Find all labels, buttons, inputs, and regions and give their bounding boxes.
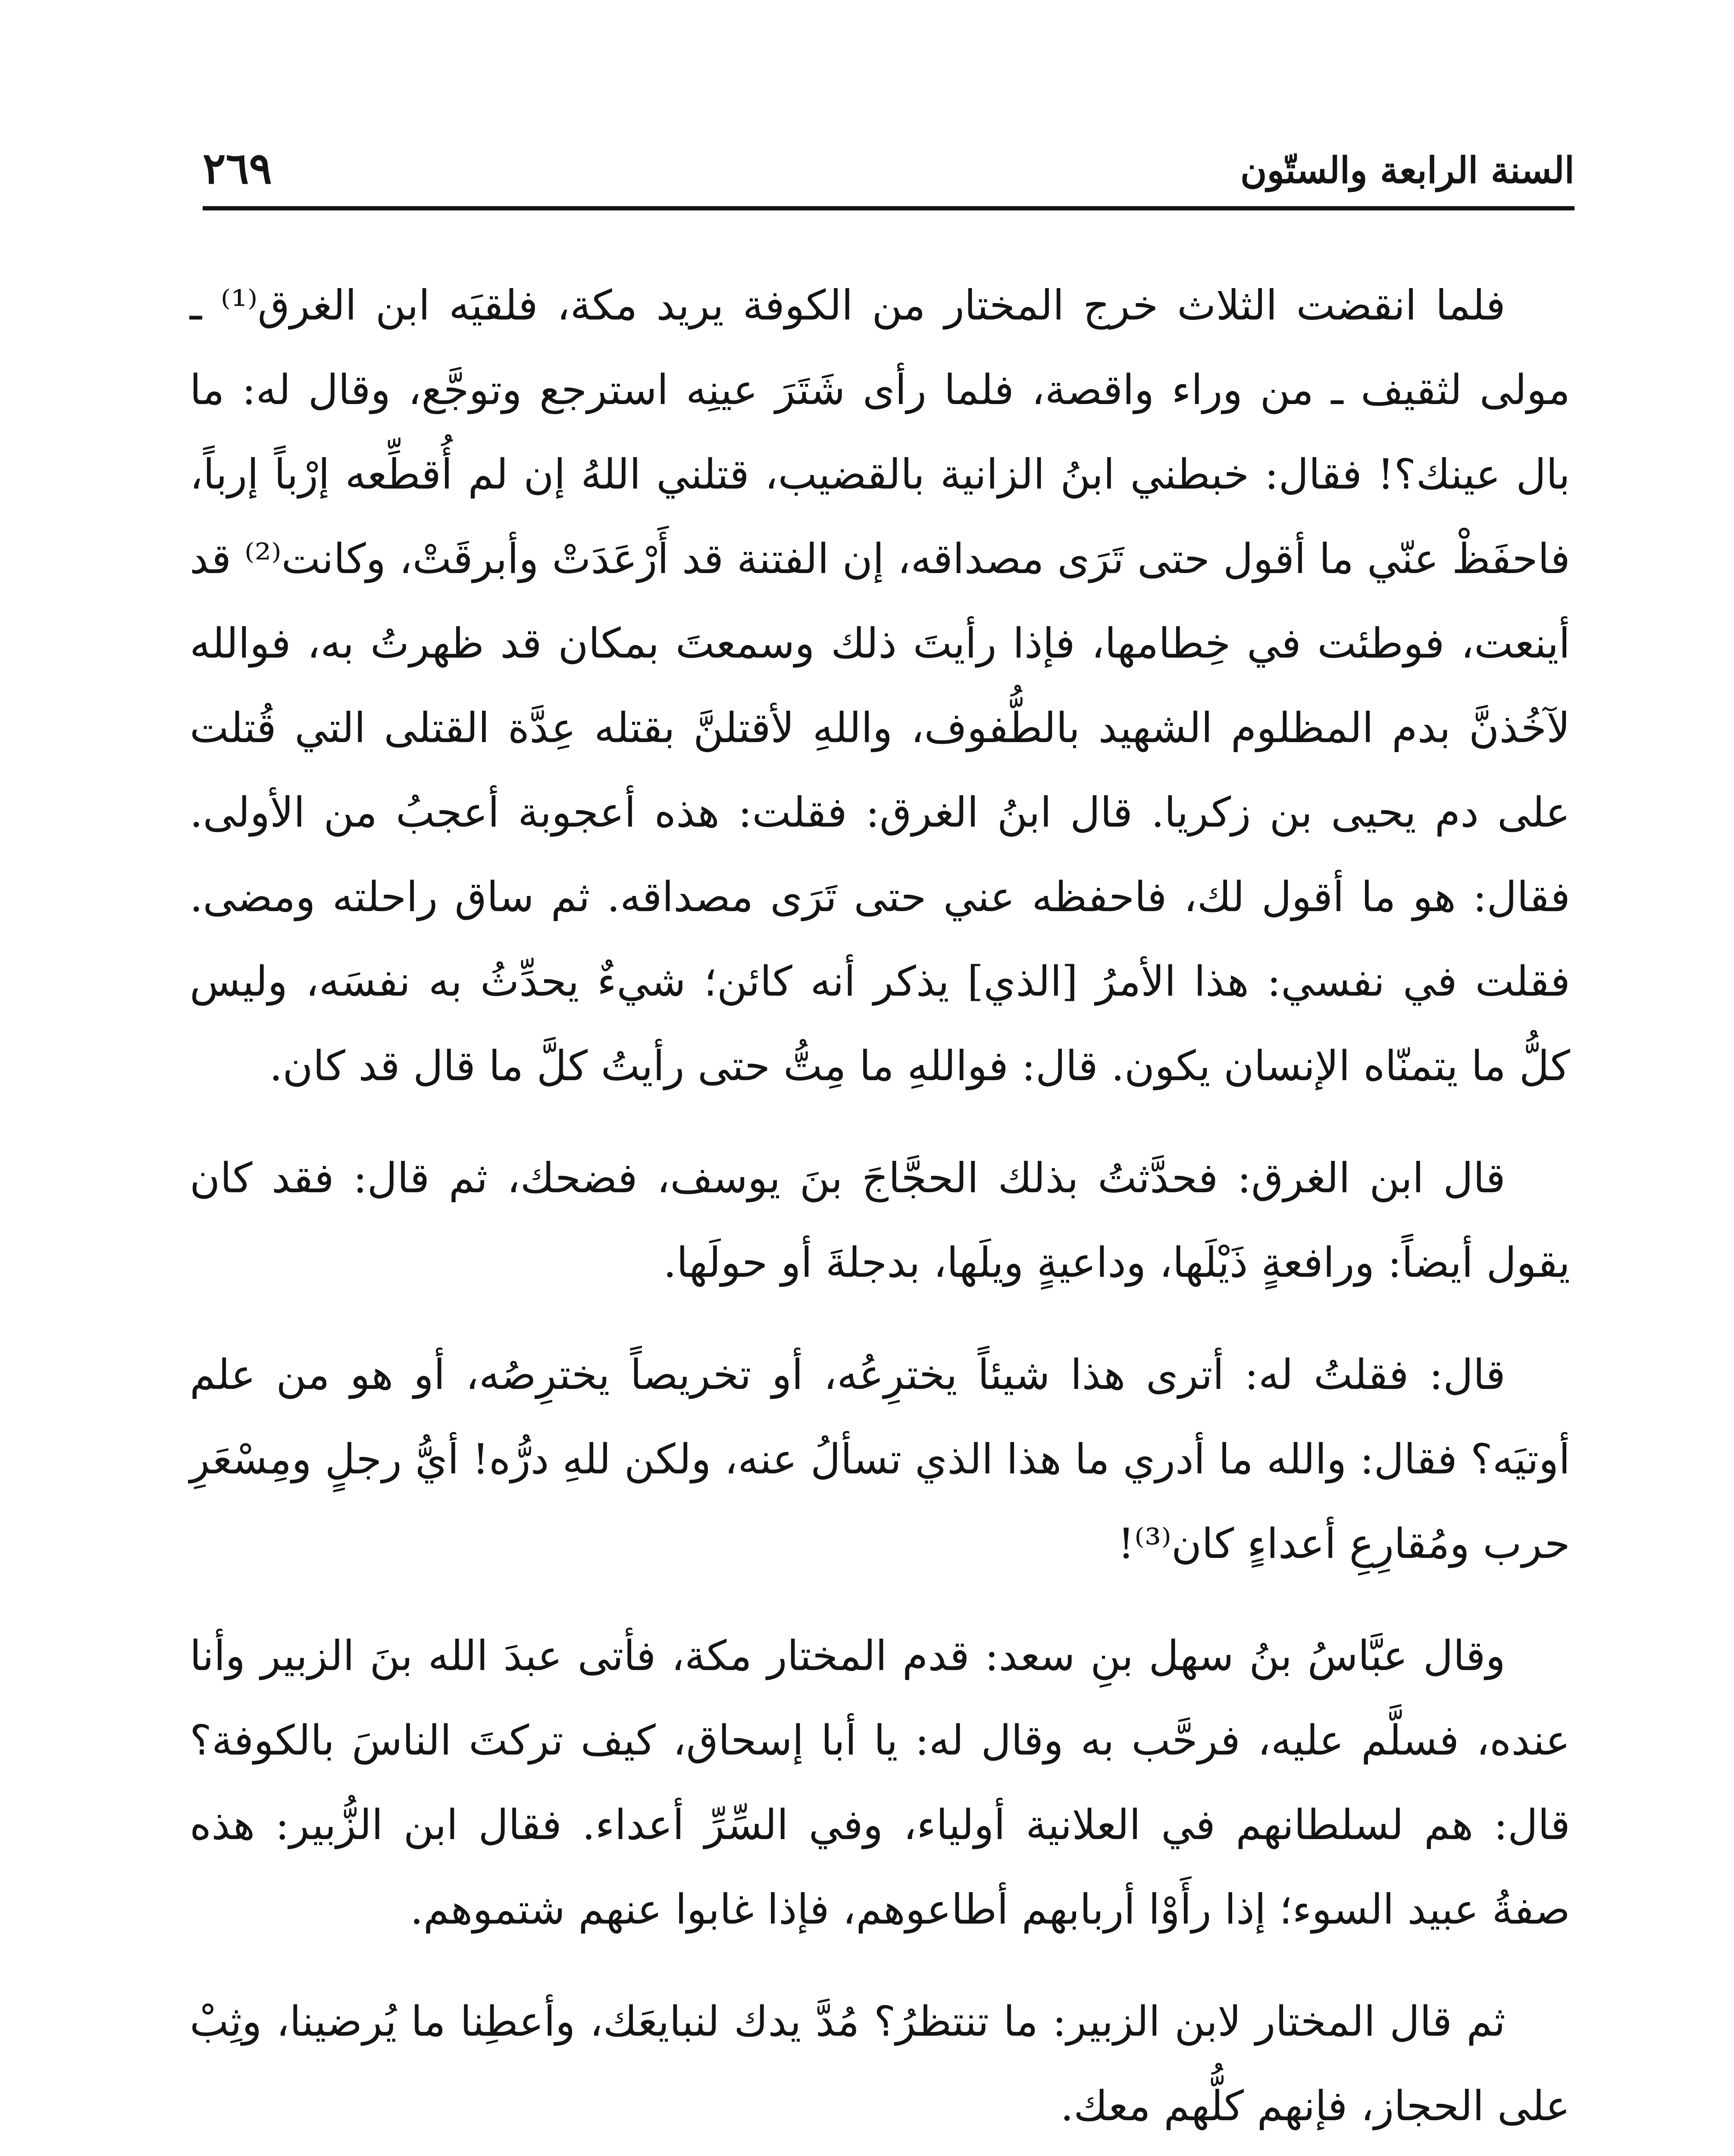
paragraph: قال: فقلتُ له: أترى هذا شيئاً يخترِعُه، أو تخريصاً يخترِصُه، أو هو من علم أوتيَه؟ فقال: والله ما أدري ما هذا الذي تسألُ عنه، ولكن للهِ درُّه! أيُّ رجلٍ ومِسْعَرِ حرب ومُقارِعِ أعداءٍ كان⁽³⁾!: [190, 1351, 1570, 1568]
page-number: ٢٦٩: [203, 143, 272, 194]
body-text: [190, 263, 1570, 2156]
header-rule: [203, 206, 1574, 210]
paragraph: ثم قال المختار لابن الزبير: ما تنتظرُ؟ مُدَّ يدك لنبايعَك، وأعطِنا ما يُرضينا، وثِبْ على الحجاز، فإنهم كلُّهم معك.: [190, 1997, 1570, 2130]
chapter-title: السنة الرابعة والستّون: [1240, 149, 1574, 191]
paragraph: فلما انقضت الثلاث خرج المختار من الكوفة يريد مكة، فلقيَه ابن الغرق⁽¹⁾ ـ مولى لثقيف ـ من وراء واقصة، فلما رأى شَتَرَ عينِه استرجع وتوجَّع، وقال له: ما بال عينك؟! فقال: خبطني ابنُ الزانية بالقضيب، قتلني اللهُ إن لم أُقطِّعه إرْباً إرباً، فاحفَظْ عنّي ما أقول حتى تَرَى مصداقه، إن الفتنة قد أَرْعَدَتْ وأبرقَتْ، وكانت⁽²⁾ قد أينعت، فوطئت في خِطامها، فإذا رأيتَ ذلك وسمعتَ بمكان قد ظهرتُ به، فوالله لآخُذنَّ بدم المظلوم الشهيد بالطُّفوف، واللهِ لأقتلنَّ بقتله عِدَّة القتلى التي قُتلت على دم يحيى بن زكريا. قال ابنُ الغرق: فقلت: هذه أعجوبة أعجبُ من الأولى. فقال: هو ما أقول لك، فاحفظه عني حتى تَرَى مصداقه. ثم ساق راحلته ومضى. فقلت في نفسي: هذا الأمرُ [الذي] يذكر أنه كائن؛ شيءٌ يحدِّثُ به نفسَه، وليس كلُّ ما يتمنّاه الإنسان يكون. قال: فواللهِ ما مِتُّ حتى رأيتُ كلَّ ما قال قد كان.: [190, 281, 1571, 1090]
paragraph: وقال عبَّاسُ بنُ سهل بنِ سعد: قدم المختار مكة، فأتى عبدَ الله بنَ الزبير وأنا عنده، فسلَّم عليه، فرحَّب به وقال له: يا أبا إسحاق، كيف تركتَ الناسَ بالكوفة؟ قال: هم لسلطانهم في العلانية أولياء، وفي السِّرِّ أعداء. فقال ابن الزُّبير: هذه صفةُ عبيد السوء؛ إذا رأَوْا أربابهم أطاعوهم، فإذا غابوا عنهم شتموهم.: [190, 1632, 1571, 1934]
running-header: [203, 142, 1574, 203]
paragraph: قال ابن الغرق: فحدَّثتُ بذلك الحجَّاجَ بنَ يوسف، فضحك، ثم قال: فقد كان يقول أيضاً: ورافعةٍ ذَيْلَها، وداعيةٍ ويلَها، بدجلةَ أو حولَها.: [190, 1154, 1570, 1287]
